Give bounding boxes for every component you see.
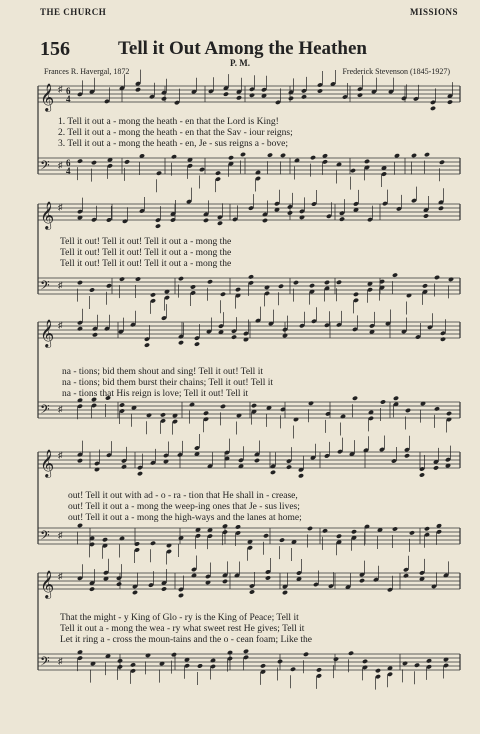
note-head <box>124 159 130 164</box>
note-head <box>203 218 209 223</box>
hymn-number: 156 <box>40 38 70 60</box>
hymn-meter: P. M. <box>230 58 250 68</box>
sharp-icon: ♯ <box>58 320 63 330</box>
lyric-line: 1. Tell it out a - mong the heath - en that the Lord is King! <box>58 117 279 127</box>
note-head <box>116 581 122 586</box>
sharp-icon: ♯ <box>58 404 63 414</box>
sharp-icon: ♯ <box>58 530 63 540</box>
note-head <box>309 283 315 288</box>
note-head <box>403 573 409 578</box>
note-head <box>359 578 365 583</box>
note-head <box>264 285 270 290</box>
note-head <box>448 277 454 282</box>
note-head <box>286 464 292 469</box>
note-head <box>222 579 228 584</box>
note-head <box>406 293 412 298</box>
note-head <box>350 168 356 173</box>
note-head <box>439 160 445 165</box>
note-head <box>423 213 429 218</box>
note-head <box>171 652 177 657</box>
note-head <box>189 402 195 407</box>
lyric-line: out! Tell it out a - mong the weep-ing ones that Je - sus lives; <box>68 502 300 512</box>
note-head <box>447 99 453 104</box>
note-head <box>424 526 430 531</box>
note-head <box>178 593 184 598</box>
note-head <box>357 92 363 97</box>
lyric-line: Tell it out a - mong the wea - ry what sweet rest He gives; Tell it <box>60 624 305 634</box>
lyric-line: na - tions; bid them shout and sing! Tell it out! Tell it <box>62 367 263 377</box>
note-head <box>352 396 358 401</box>
note-head <box>262 218 268 223</box>
section-header-right: MISSIONS <box>409 7 458 17</box>
bass-clef-icon: 𝄢 <box>40 654 50 672</box>
treble-clef-icon: 𝄞 <box>40 319 55 347</box>
note-head <box>77 458 83 463</box>
note-head <box>282 590 288 595</box>
note-head <box>160 412 166 417</box>
note-head <box>137 471 143 476</box>
note-head <box>223 92 229 97</box>
note-head <box>364 159 370 164</box>
treble-clef-icon: 𝄞 <box>40 449 55 477</box>
sharp-icon: ♯ <box>58 656 63 666</box>
lyric-line: out! Tell it out a - mong the high-ways and the lanes at home; <box>68 513 302 523</box>
time-signature: 4 <box>66 166 71 176</box>
note-head <box>155 223 161 228</box>
note-head <box>178 276 184 281</box>
note-head <box>255 170 261 175</box>
note-head <box>119 276 125 281</box>
note-head <box>251 403 257 408</box>
lyric-line: Tell it out! Tell it out! Tell it out a - mong the <box>60 248 232 258</box>
note-head <box>404 453 410 458</box>
note-head <box>267 152 273 157</box>
note-head <box>243 649 249 654</box>
note-head <box>236 413 242 418</box>
note-head <box>150 292 156 297</box>
sharp-icon: ♯ <box>58 202 63 212</box>
note-head <box>333 656 339 661</box>
sharp-icon: ♯ <box>58 571 63 581</box>
note-head <box>293 280 299 285</box>
note-head <box>121 464 127 469</box>
sharp-icon: ♯ <box>58 84 63 94</box>
note-head <box>336 534 342 539</box>
note-head <box>235 287 241 292</box>
note-head <box>161 96 167 101</box>
note-head <box>440 337 446 342</box>
note-head <box>324 280 330 285</box>
note-head <box>199 167 205 172</box>
lyric-line: out! Tell it out with ad - o - ra - tion that He shall in - crease, <box>68 491 298 501</box>
lyric-line: na - tions that His reign is love; Tell it out! Tell it <box>62 389 249 399</box>
note-head <box>301 94 307 99</box>
note-head <box>203 411 209 416</box>
note-head <box>231 334 237 339</box>
note-head <box>336 162 342 167</box>
note-head <box>308 401 314 406</box>
note-head <box>119 536 125 541</box>
note-head <box>279 537 285 542</box>
lyric-line: That the might - y King of Glo - ry is the King of Peace; Tell it <box>60 613 299 623</box>
treble-clef-icon: 𝄞 <box>40 83 55 111</box>
note-head <box>303 652 309 657</box>
note-head <box>278 284 284 289</box>
note-head <box>294 158 300 163</box>
note-head <box>191 573 197 578</box>
note-head <box>197 663 203 668</box>
note-head <box>163 459 169 464</box>
sharp-icon: ♯ <box>58 160 63 170</box>
note-head <box>254 458 260 463</box>
note-head <box>405 408 411 413</box>
composer-credit: Frederick Stevenson (1845-1927) <box>342 67 450 76</box>
note-head <box>348 651 354 656</box>
note-head <box>422 283 428 288</box>
note-head <box>77 523 83 528</box>
note-head <box>430 106 436 111</box>
note-head <box>299 215 305 220</box>
note-head <box>210 658 216 663</box>
note-head <box>249 589 255 594</box>
note-head <box>171 154 177 159</box>
note-head <box>353 292 359 297</box>
note-head <box>236 95 242 100</box>
note-head <box>132 590 138 595</box>
note-head <box>249 93 255 98</box>
note-head <box>392 272 398 277</box>
note-head <box>215 170 221 175</box>
note-head <box>339 217 345 222</box>
note-head <box>380 399 386 404</box>
note-head <box>434 275 440 280</box>
note-head <box>205 580 211 585</box>
note-head <box>263 533 269 538</box>
note-head <box>227 650 233 655</box>
lyric-line: Tell it out! Tell it out! Tell it out a - mong the <box>60 237 232 247</box>
note-head <box>207 279 213 284</box>
note-head <box>91 160 97 165</box>
bass-clef-icon: 𝄢 <box>40 158 50 176</box>
note-head <box>287 210 293 215</box>
lyric-line: Tell it out! Tell it out! Tell it out a - mong the <box>60 259 232 269</box>
note-head <box>424 152 430 157</box>
note-head <box>117 658 123 663</box>
treble-clef-icon: 𝄞 <box>40 570 55 598</box>
note-head <box>316 667 322 672</box>
note-head <box>248 274 254 279</box>
note-head <box>145 653 151 658</box>
sharp-icon: ♯ <box>58 280 63 290</box>
note-head <box>94 467 100 472</box>
note-head <box>144 342 150 347</box>
note-head <box>89 287 95 292</box>
note-head <box>102 537 108 542</box>
note-head <box>409 530 415 535</box>
time-signature: 4 <box>66 94 71 104</box>
note-head <box>351 529 357 534</box>
note-head <box>322 528 328 533</box>
bass-clef-icon: 𝄢 <box>40 278 50 296</box>
note-head <box>77 158 83 163</box>
note-head <box>92 332 98 337</box>
time-signature: 6 <box>66 158 71 168</box>
note-head <box>336 280 342 285</box>
note-head <box>411 153 417 158</box>
note-head <box>443 657 449 662</box>
note-head <box>135 87 141 92</box>
author-credit: Frances R. Havergal, 1872 <box>44 67 130 76</box>
note-head <box>277 659 283 664</box>
hymn-title: Tell it Out Among the Heathen <box>118 38 367 59</box>
note-head <box>340 414 346 419</box>
note-head <box>307 526 313 531</box>
note-head <box>178 340 184 345</box>
sharp-icon: ♯ <box>58 450 63 460</box>
note-head <box>260 663 266 668</box>
bass-clef-icon: 𝄢 <box>40 402 50 420</box>
time-signature: 6 <box>66 86 71 96</box>
note-head <box>156 171 162 176</box>
lyric-line: na - tions; bid them burst their chains; Tell it out! Tell it <box>62 378 273 388</box>
note-head <box>119 402 125 407</box>
note-head <box>394 153 400 158</box>
note-head <box>402 661 408 666</box>
note-head <box>106 283 112 288</box>
note-head <box>419 472 425 477</box>
note-head <box>446 411 452 416</box>
lyric-line: Let it ring a - cross the moun-tains and the o - cean foam; Like the <box>60 635 312 645</box>
note-head <box>240 152 246 157</box>
note-head <box>433 465 439 470</box>
section-header-left: THE CHURCH <box>40 7 107 17</box>
note-head <box>89 586 95 591</box>
note-head <box>130 662 136 667</box>
note-head <box>270 470 276 475</box>
note-head <box>414 663 420 668</box>
note-head <box>298 473 304 478</box>
note-head <box>290 667 296 672</box>
lyric-line: 3. Tell it out a - mong the heath - en, Je - sus reigns a - bove; <box>58 139 289 149</box>
note-head <box>194 341 200 346</box>
note-head <box>392 526 398 531</box>
note-head <box>434 406 440 411</box>
note-head <box>280 153 286 158</box>
note-head <box>190 284 196 289</box>
note-head <box>426 658 432 663</box>
treble-clef-icon: 𝄞 <box>40 201 55 229</box>
note-head <box>161 586 167 591</box>
note-head <box>217 221 223 226</box>
lyric-line: 2. Tell it out a - mong the heath - en that the Sav - iour reigns; <box>58 128 293 138</box>
note-head <box>135 276 141 281</box>
note-head <box>146 413 152 418</box>
bass-clef-icon: 𝄢 <box>40 528 50 546</box>
note-head <box>220 404 226 409</box>
note-head <box>235 524 241 529</box>
note-head <box>317 88 323 93</box>
note-head <box>77 326 83 331</box>
note-head <box>77 280 83 285</box>
note-head <box>393 396 399 401</box>
note-head <box>362 659 368 664</box>
note-head <box>310 155 316 160</box>
note-head <box>375 668 381 673</box>
note-head <box>150 541 156 546</box>
note-head <box>265 575 271 580</box>
note-head <box>220 292 226 297</box>
note-head <box>438 206 444 211</box>
note-head <box>228 155 234 160</box>
note-head <box>288 96 294 101</box>
